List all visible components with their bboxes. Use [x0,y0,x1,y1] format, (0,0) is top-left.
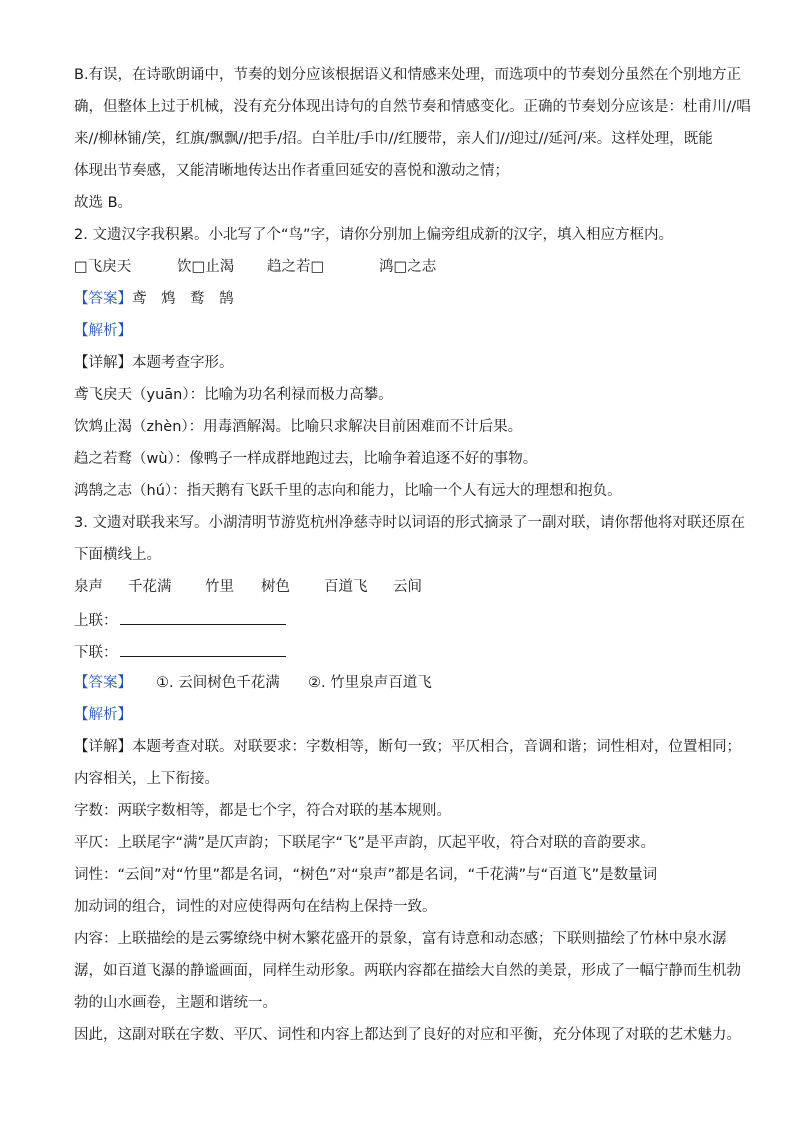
explanation-line: 趋之若鹜（wù）：像鸭子一样成群地跑过去，比喻争着追逐不好的事物。 [74,451,538,467]
idiom-item: 鸿□之志 [379,259,437,275]
analysis-tag: 【解析】 [74,323,132,339]
detail-text: 本题考查字形。 [132,355,234,371]
word-item: 云间 [393,579,422,595]
answer-text: 鸢 鸩 鹜 鹄 [132,291,234,307]
idiom-item: □飞戾天 [74,259,132,275]
question-3-stem: 下面横线上。 [74,547,161,563]
upper-couplet-field [74,610,724,630]
explanation-line: 鸿鹄之志（hú）：指天鹅有飞跃千里的志向和能力，比喻一个人有远大的理想和抱负。 [74,483,622,499]
analysis-point: 内容：上联描绘的是云雾缭绕中树木繁花盛开的景象，富有诗意和动态感；下联则描绘了竹林中泉水潺 [74,931,727,947]
analysis-point: 潺，如百道飞瀑的静谧画面，同样生动形象。两联内容都在描绘大自然的美景，形成了一幅宁静而生机勃 [74,963,741,979]
analysis-point: 加动词的组合，词性的对应使得两句在结构上保持一致。 [74,899,437,915]
detail-line: 内容相关，上下衔接。 [74,771,219,787]
answer-tag: 【答案】 [74,675,132,691]
analysis-heading [74,322,724,340]
idiom-item: 趋之若□ [267,259,325,275]
explanation-line: 饮鸩止渴（zhèn）：用毒酒解渴。比喻只求解决目前困难而不计后果。 [74,419,523,435]
answer-text: ②. 竹里泉声百道飞 [308,675,432,691]
lower-couplet-blank [120,642,286,657]
detail-line [74,738,741,756]
word-item: 竹里 [205,579,234,595]
word-item: 树色 [261,579,290,595]
analysis-tag: 【解析】 [74,707,132,723]
word-item: 百道飞 [324,579,368,595]
upper-couplet-label: 上联： [74,613,118,629]
analysis-heading [74,706,724,724]
text-line: 体现出节奏感，又能清晰地传达出作者重回延安的喜悦和激动之情； [74,163,509,179]
answer-tag: 【答案】 [74,291,132,307]
detail-tag: 【详解】 [74,739,132,755]
lower-couplet-field [74,642,724,662]
question-2-answer [74,290,724,308]
word-item: 千花满 [128,579,172,595]
word-item: 泉声 [74,579,103,595]
text-line: 故选 B。 [74,195,133,211]
detail-tag: 【详解】 [74,355,132,371]
question-2-stem: 2. 文遗汉字我积累。小北写了个“鸟”字，请你分别加上偏旁组成新的汉字，填入相应方框内。 [74,227,673,243]
question-3-stem: 3. 文遗对联我来写。小湖清明节游览杭州净慈寺时以词语的形式摘录了一副对联，请你帮他将对联还原在 [74,515,745,531]
analysis-point: 平仄：上联尾字“满”是仄声韵；下联尾字“飞”是平声韵，仄起平收，符合对联的音韵要求。 [74,835,656,851]
detail-line [74,354,724,372]
analysis-point: 词性：“云间”对“竹里”都是名词，“树色”对“泉声”都是名词，“千花满”与“百道飞”是数量词 [74,867,658,883]
text-line: 确，但整体上过于机械，没有充分体现出诗句的自然节奏和情感变化。正确的节奏划分应该是：杜甫川//唱 [74,99,751,115]
analysis-point: 勃的山水画卷，主题和谐统一。 [74,995,277,1011]
upper-couplet-blank [120,610,286,625]
answer-text: ①. 云间树色千花满 [156,675,280,691]
text-line: B.有误，在诗歌朗诵中，节奏的划分应该根据语义和情感来处理，而选项中的节奏划分虽然在个别地方正 [74,67,742,83]
idiom-item: 饮□止渴 [177,259,235,275]
text-line: 来//柳林铺/笑，红旗/飘飘//把手/招。白羊肚/手巾//红腰带，亲人们//迎过//延河/来。这样处理，既能 [74,131,713,147]
explanation-line: 鸢飞戾天（yuān）：比喻为功名利禄而极力高攀。 [74,387,393,403]
lower-couplet-label: 下联： [74,645,118,661]
detail-text: 本题考查对联。对联要求：字数相等，断句一致；平仄相合，音调和谐；词性相对，位置相同； [132,739,741,755]
conclusion-line: 因此，这副对联在字数、平仄、词性和内容上都达到了良好的对应和平衡，充分体现了对联的艺术魅力。 [74,1027,741,1043]
analysis-point: 字数：两联字数相等，都是七个字，符合对联的基本规则。 [74,803,451,819]
